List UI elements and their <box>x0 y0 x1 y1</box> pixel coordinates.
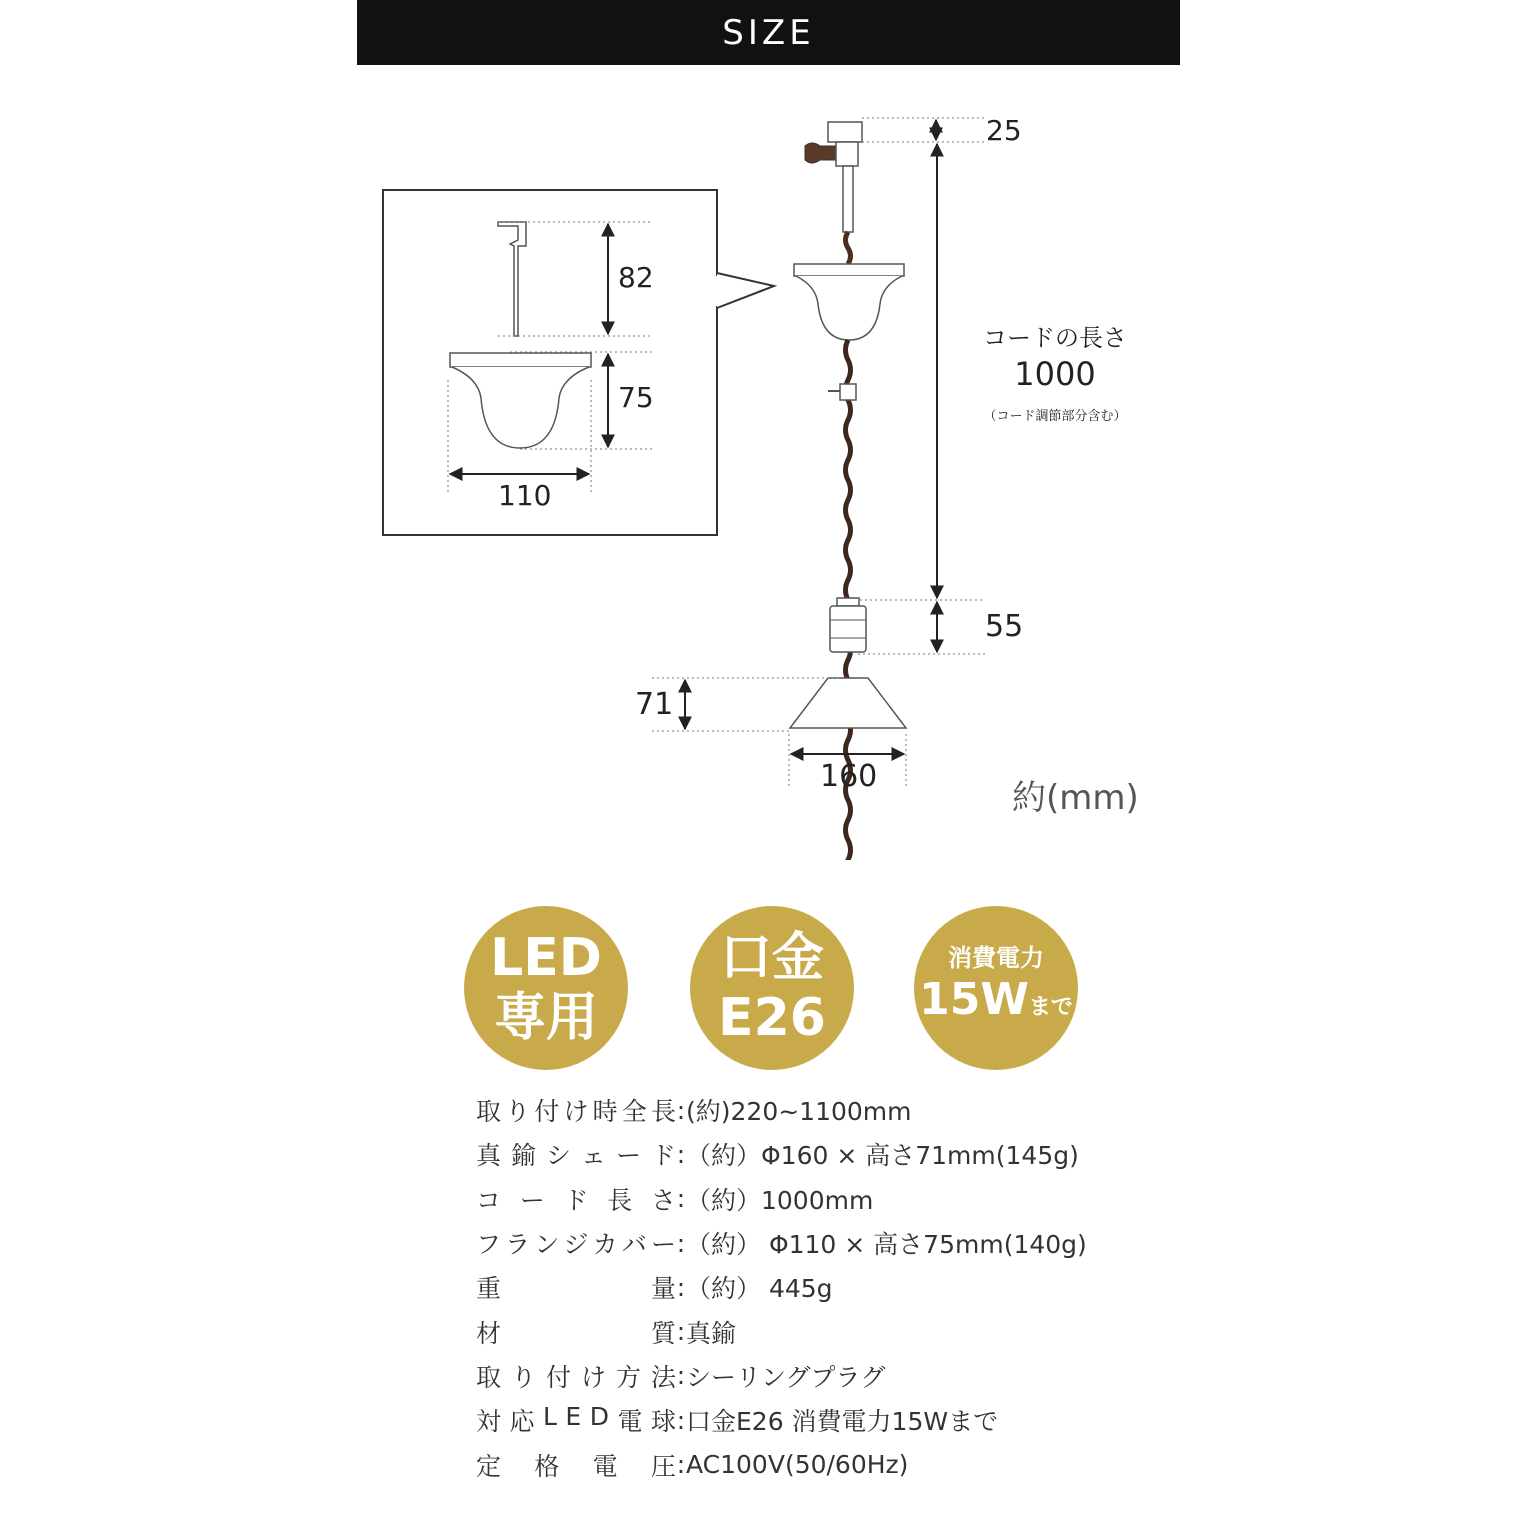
spec-separator: : <box>676 1139 686 1169</box>
spec-row <box>476 1354 1087 1398</box>
bracket-height-label: 25 <box>986 114 1022 147</box>
spec-row <box>476 1309 1087 1353</box>
shade-width-label: 160 <box>820 759 878 794</box>
spec-separator: : <box>676 1405 686 1435</box>
spec-value: (約)220~1100mm <box>686 1097 912 1127</box>
badge-led-only <box>464 906 628 1070</box>
badge-base-line2: E26 <box>718 988 826 1048</box>
badge-power-line2 <box>919 974 1073 1034</box>
spec-label: 取 り 付 け 方 法 <box>476 1362 676 1392</box>
spec-separator: : <box>676 1228 686 1258</box>
spec-separator: : <box>676 1450 686 1480</box>
spec-row <box>476 1221 1087 1265</box>
spec-label: コ ー ド 長 さ <box>476 1185 676 1215</box>
spec-label: 対 応 L E D 電 球 <box>476 1402 676 1437</box>
unit-note: 約(mm) <box>1012 778 1139 818</box>
spec-label: 重 量 <box>476 1274 676 1304</box>
cord-label-length: 1000 <box>1014 355 1096 393</box>
spec-separator: : <box>676 1184 686 1214</box>
spec-label: 定 格 電 圧 <box>476 1451 676 1481</box>
flange-stem-label: 82 <box>618 261 654 294</box>
spec-value: 口金E26 消費電力15Wまで <box>686 1407 999 1437</box>
spec-row <box>476 1265 1087 1309</box>
spec-list <box>476 1088 1087 1487</box>
spec-label: 真 鍮 シ ェ ー ド <box>476 1141 676 1171</box>
badge-base-e26 <box>690 906 854 1070</box>
spec-value: （約） 445g <box>686 1274 833 1304</box>
cord-length-label <box>980 318 1130 424</box>
spec-value: （約）1000mm <box>686 1185 874 1215</box>
main-dimension-lines <box>652 118 985 786</box>
spec-value: 真鍮 <box>686 1318 737 1348</box>
badge-led-line1: LED <box>490 928 602 988</box>
badge-power-line1: 消費電力 <box>948 944 1044 972</box>
spec-separator: : <box>676 1095 686 1125</box>
flange-detail-inset <box>383 190 774 535</box>
badge-base-line1: 口金 <box>719 928 824 988</box>
spec-row <box>476 1398 1087 1442</box>
spec-value: （約） Φ110 × 高さ75mm(140g) <box>686 1230 1087 1260</box>
cord-label-note: （コード調節部分含む） <box>983 409 1127 424</box>
spec-label: 材 質 <box>476 1318 676 1348</box>
spec-separator: : <box>676 1317 686 1347</box>
cord-label-title: コードの長さ <box>983 324 1127 352</box>
spec-separator: : <box>676 1272 686 1302</box>
badge-led-line2: 専用 <box>493 988 598 1048</box>
spec-label: 取 り 付 け 時 全 長 <box>476 1097 676 1127</box>
size-title: SIZE <box>722 12 815 53</box>
spec-row <box>476 1442 1087 1486</box>
spec-value: AC100V(50/60Hz) <box>686 1450 909 1480</box>
pendant-lamp-drawing <box>790 122 906 860</box>
socket-height-label: 55 <box>985 609 1024 644</box>
spec-row <box>476 1177 1087 1221</box>
spec-row <box>476 1132 1087 1176</box>
spec-row <box>476 1088 1087 1132</box>
spec-label: フ ラ ン ジ カ バ ー <box>476 1230 676 1260</box>
flange-width-label: 110 <box>498 479 552 512</box>
badge-power-value: 15W <box>919 974 1029 1025</box>
badge-power-15w <box>914 906 1078 1070</box>
badge-power-suffix: まで <box>1028 995 1073 1020</box>
spec-separator: : <box>676 1361 686 1391</box>
shade-height-label: 71 <box>635 687 674 722</box>
flange-height-label: 75 <box>618 381 654 414</box>
spec-value: シーリングプラグ <box>686 1362 886 1392</box>
spec-value: （約）Φ160 × 高さ71mm(145g) <box>686 1141 1079 1171</box>
